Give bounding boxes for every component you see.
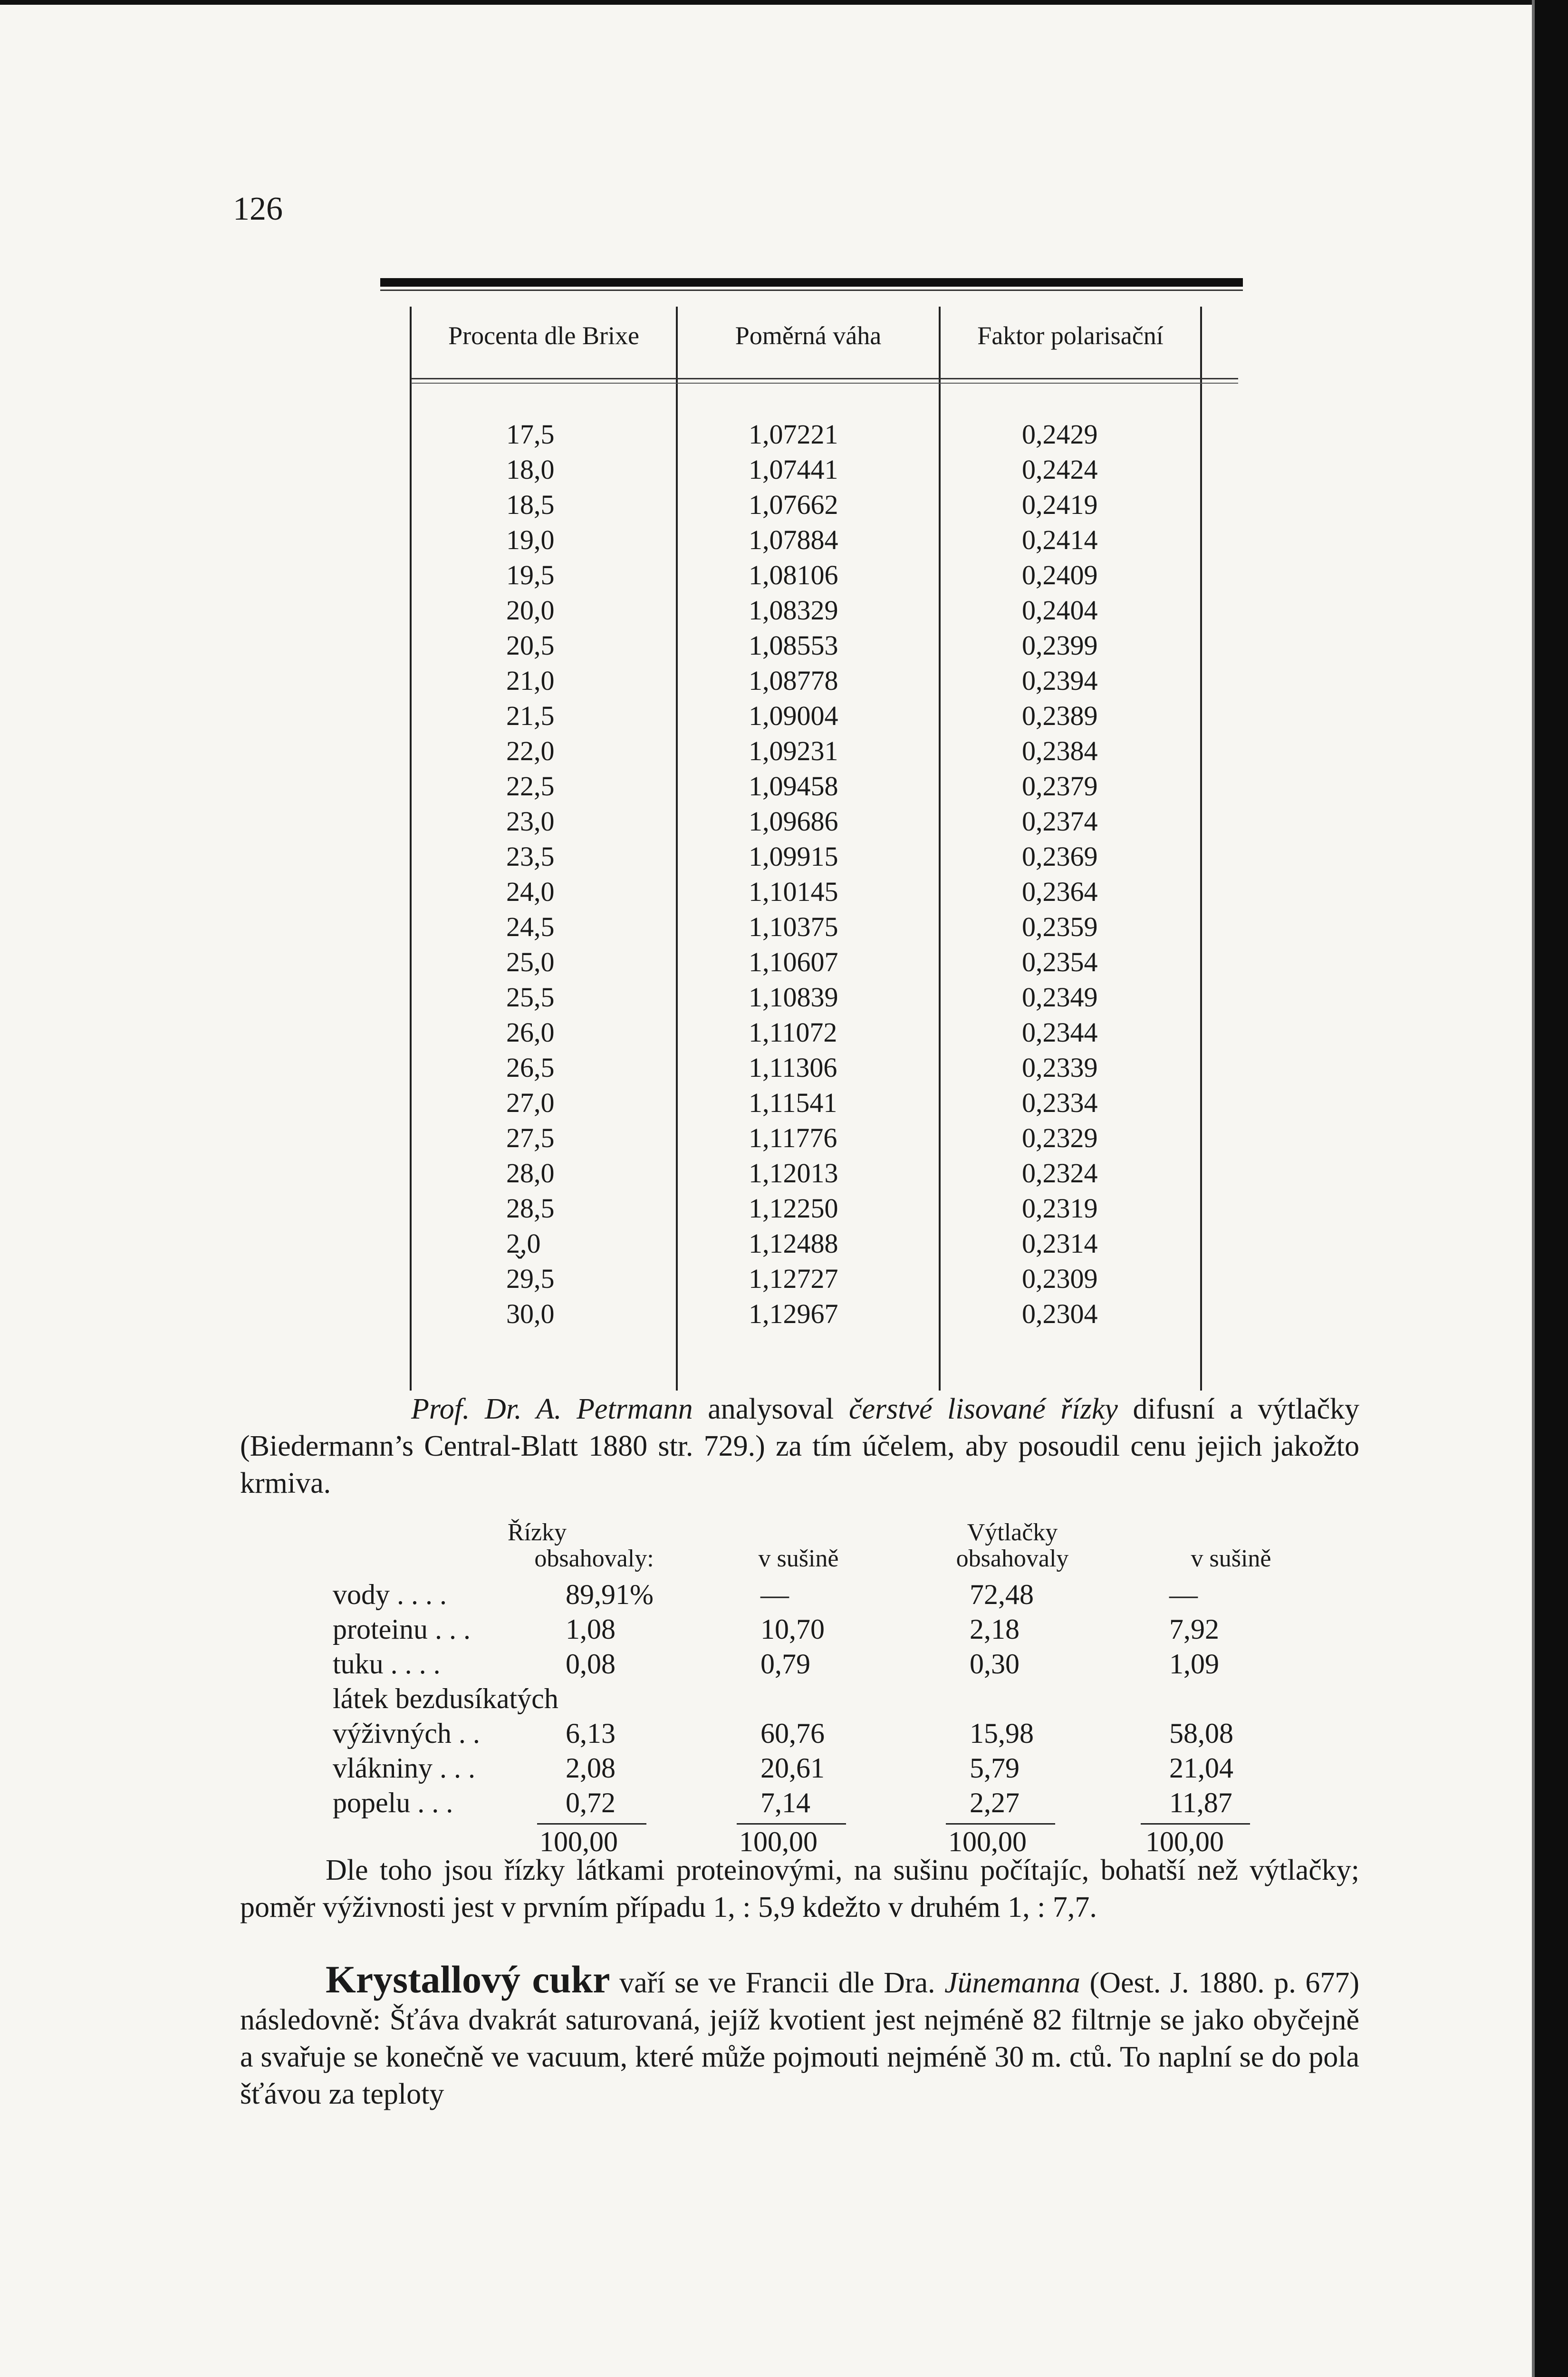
cell-procenta: 24,5	[506, 911, 555, 942]
composition-cell-label: látek bezdusíkatých	[333, 1683, 558, 1714]
cell-faktor: 0,2384	[1022, 735, 1098, 766]
cell-pomerna-vaha: 1,10375	[749, 911, 838, 942]
table-row	[380, 770, 1243, 805]
composition-cell-label: výživných . .	[333, 1718, 480, 1749]
cell-pomerna-vaha: 1,09231	[749, 735, 838, 766]
cell-pomerna-vaha: 1,12727	[749, 1263, 838, 1294]
table-row	[380, 559, 1243, 594]
composition-row	[333, 1682, 1355, 1719]
composition-cell-a: 89,91%	[566, 1579, 654, 1610]
header-pomerna-vaha: Poměrná váha	[735, 321, 882, 350]
composition-cell-d: 21,04	[1169, 1752, 1233, 1784]
cell-pomerna-vaha: 1,09686	[749, 806, 838, 837]
cell-procenta: 21,5	[506, 700, 555, 731]
cell-procenta: 20,5	[506, 630, 555, 661]
total-rizky-susine: 100,00	[739, 1826, 818, 1857]
cell-pomerna-vaha: 1,11306	[749, 1052, 837, 1083]
table-row	[380, 1052, 1243, 1087]
comp-header-susine-1: v sušině	[758, 1545, 839, 1572]
table-row	[380, 735, 1243, 770]
cell-procenta: 24,0	[506, 876, 555, 907]
composition-cell-a: 1,08	[566, 1614, 616, 1645]
composition-cell-c: 0,30	[970, 1648, 1020, 1680]
table-row	[380, 1298, 1243, 1333]
composition-cell-a: 6,13	[566, 1718, 616, 1749]
table-row	[380, 805, 1243, 841]
table-top-thin-rule	[380, 290, 1243, 291]
cell-faktor: 0,2364	[1022, 876, 1098, 907]
composition-cell-d: 7,92	[1169, 1614, 1219, 1645]
composition-cell-b: 20,61	[760, 1752, 825, 1784]
total-vytlacky: 100,00	[948, 1826, 1027, 1857]
cell-faktor: 0,2304	[1022, 1298, 1098, 1329]
paragraph-conclusion	[240, 1852, 1359, 1926]
comp-header-rizky: Řízky	[507, 1519, 567, 1546]
table-top-rule	[380, 278, 1243, 287]
composition-cell-d: 1,09	[1169, 1648, 1219, 1680]
brix-table	[380, 278, 1243, 1395]
scan-border-right	[1535, 0, 1568, 2377]
table-row	[380, 489, 1243, 524]
composition-cell-d: 58,08	[1169, 1718, 1233, 1749]
composition-cell-a: 2,08	[566, 1752, 616, 1784]
cell-procenta: 27,0	[506, 1087, 555, 1118]
cited-name: Jünemanna	[944, 1967, 1080, 1999]
para1-text-2: difusní a výtlačky (Biedermann’s Central-Blatt 1880 str. 729.) za tím účelem, aby posoudil cenu jejich jakožto krmiva.	[240, 1393, 1359, 1499]
composition-cell-b: 7,14	[760, 1787, 810, 1818]
cell-procenta: 20,0	[506, 595, 555, 626]
table-row	[380, 594, 1243, 629]
table-row	[380, 1192, 1243, 1227]
cell-procenta: 21,0	[506, 665, 555, 696]
cell-faktor: 0,2314	[1022, 1228, 1098, 1259]
composition-row	[333, 1787, 1355, 1823]
composition-cell-c: 2,27	[970, 1787, 1020, 1818]
cell-procenta: 23,5	[506, 841, 555, 872]
table-body	[380, 418, 1243, 1333]
total-rizky: 100,00	[539, 1826, 618, 1857]
cell-faktor: 0,2409	[1022, 560, 1098, 590]
table-row	[380, 1157, 1243, 1192]
table-row	[380, 876, 1243, 911]
table-row	[380, 524, 1243, 559]
cell-faktor: 0,2404	[1022, 595, 1098, 626]
cell-pomerna-vaha: 1,07221	[749, 419, 838, 450]
composition-row	[333, 1613, 1355, 1649]
composition-cell-label: vody . . . .	[333, 1579, 447, 1610]
table-row	[380, 1227, 1243, 1263]
cell-procenta: 2̬,0	[506, 1228, 541, 1259]
cell-faktor: 0,2344	[1022, 1017, 1098, 1048]
cell-faktor: 0,2369	[1022, 841, 1098, 872]
cell-pomerna-vaha: 1,11776	[749, 1122, 837, 1153]
composition-cell-c: 5,79	[970, 1752, 1020, 1784]
composition-cell-label: tuku . . . .	[333, 1648, 441, 1680]
cell-faktor: 0,2354	[1022, 947, 1098, 977]
table-row	[380, 841, 1243, 876]
cell-procenta: 22,0	[506, 735, 555, 766]
cell-procenta: 19,0	[506, 524, 555, 555]
cell-pomerna-vaha: 1,09915	[749, 841, 838, 872]
composition-row	[333, 1717, 1355, 1753]
table-row	[380, 1016, 1243, 1052]
cell-faktor: 0,2359	[1022, 911, 1098, 942]
cell-faktor: 0,2399	[1022, 630, 1098, 661]
header-rule-2	[411, 383, 1238, 384]
cell-procenta: 27,5	[506, 1122, 555, 1153]
sum-line-3	[946, 1823, 1055, 1825]
paragraph-petrmann	[240, 1391, 1359, 1502]
sum-line-1	[537, 1823, 646, 1825]
cell-faktor: 0,2319	[1022, 1193, 1098, 1224]
cell-procenta: 28,0	[506, 1158, 555, 1188]
cell-pomerna-vaha: 1,12013	[749, 1158, 838, 1188]
cell-pomerna-vaha: 1,08106	[749, 560, 838, 590]
cell-faktor: 0,2329	[1022, 1122, 1098, 1153]
para1-text-1: analysoval	[693, 1393, 849, 1425]
cell-procenta: 25,5	[506, 982, 555, 1013]
cell-procenta: 18,5	[506, 489, 555, 520]
cell-pomerna-vaha: 1,12488	[749, 1228, 838, 1259]
table-row	[380, 1087, 1243, 1122]
table-row	[380, 946, 1243, 981]
paragraph-krystallovy-cukr	[240, 1958, 1359, 2113]
cell-pomerna-vaha: 1,08553	[749, 630, 838, 661]
composition-cell-b: —	[760, 1579, 789, 1610]
composition-row	[333, 1648, 1355, 1684]
header-rule	[411, 378, 1238, 379]
cell-procenta: 19,5	[506, 560, 555, 590]
cell-pomerna-vaha: 1,10839	[749, 982, 838, 1013]
cell-procenta: 28,5	[506, 1193, 555, 1224]
composition-cell-c: 15,98	[970, 1718, 1034, 1749]
para1-emphasis: čerstvé lisované řízky	[848, 1393, 1118, 1425]
cell-faktor: 0,2324	[1022, 1158, 1098, 1188]
cell-pomerna-vaha: 1,07441	[749, 454, 838, 485]
cell-faktor: 0,2349	[1022, 982, 1098, 1013]
comp-header-vytlacky: Výtlačky	[967, 1519, 1058, 1546]
cell-procenta: 25,0	[506, 947, 555, 977]
cell-procenta: 18,0	[506, 454, 555, 485]
cell-faktor: 0,2424	[1022, 454, 1098, 485]
composition-cell-label: proteinu . . .	[333, 1614, 471, 1645]
table-row	[380, 981, 1243, 1016]
composition-cell-b: 60,76	[760, 1718, 825, 1749]
author-name: Prof. Dr. A. Petrmann	[411, 1393, 693, 1425]
scan-border-top	[0, 0, 1568, 5]
table-row	[380, 454, 1243, 489]
table-row	[380, 418, 1243, 454]
cell-procenta: 17,5	[506, 419, 555, 450]
cell-pomerna-vaha: 1,07884	[749, 524, 838, 555]
header-procenta: Procenta dle Brixe	[448, 321, 639, 350]
composition-cell-d: —	[1169, 1579, 1198, 1610]
composition-cell-c: 72,48	[970, 1579, 1034, 1610]
table-row	[380, 665, 1243, 700]
para3-text-1: vaří se ve Francii dle Dra.	[610, 1967, 945, 1999]
table-row	[380, 1122, 1243, 1157]
composition-cell-a: 0,08	[566, 1648, 616, 1680]
composition-cell-c: 2,18	[970, 1614, 1020, 1645]
cell-procenta: 30,0	[506, 1298, 555, 1329]
cell-pomerna-vaha: 1,08329	[749, 595, 838, 626]
cell-pomerna-vaha: 1,10145	[749, 876, 838, 907]
composition-cell-b: 10,70	[760, 1614, 825, 1645]
table-row	[380, 911, 1243, 946]
composition-row	[333, 1752, 1355, 1788]
cell-procenta: 26,5	[506, 1052, 555, 1083]
composition-cell-a: 0,72	[566, 1787, 616, 1818]
cell-faktor: 0,2414	[1022, 524, 1098, 555]
header-faktor: Faktor polarisační	[977, 321, 1164, 350]
para2-text: Dle toho jsou řízky látkami proteinovými, na sušinu počítajíc, bohatší než výtlačky; poměr výživnosti jest v prvním případu 1, : 5,9 kdežto v druhém 1, : 7,7.	[240, 1854, 1359, 1923]
sum-line-4	[1141, 1823, 1250, 1825]
table-row	[380, 700, 1243, 735]
comp-header-susine-2: v sušině	[1191, 1545, 1271, 1572]
table-row	[380, 1263, 1243, 1298]
cell-procenta: 22,5	[506, 771, 555, 802]
cell-procenta: 26,0	[506, 1017, 555, 1048]
cell-faktor: 0,2374	[1022, 806, 1098, 837]
composition-cell-label: vlákniny . . .	[333, 1752, 475, 1784]
cell-pomerna-vaha: 1,11072	[749, 1017, 837, 1048]
composition-cell-d: 11,87	[1169, 1787, 1232, 1818]
cell-faktor: 0,2339	[1022, 1052, 1098, 1083]
cell-pomerna-vaha: 1,09458	[749, 771, 838, 802]
table-row	[380, 629, 1243, 665]
cell-faktor: 0,2379	[1022, 771, 1098, 802]
page-number: 126	[233, 191, 283, 227]
composition-cell-label: popelu . . .	[333, 1787, 453, 1818]
composition-row	[333, 1578, 1355, 1614]
cell-pomerna-vaha: 1,12967	[749, 1298, 838, 1329]
cell-procenta: 23,0	[506, 806, 555, 837]
comp-header-obsahovaly: obsahovaly:	[534, 1545, 654, 1572]
cell-faktor: 0,2334	[1022, 1087, 1098, 1118]
cell-pomerna-vaha: 1,07662	[749, 489, 838, 520]
sum-line-2	[737, 1823, 846, 1825]
cell-faktor: 0,2394	[1022, 665, 1098, 696]
para3-text-2: (Oest. J. 1880. p. 677) následovně: Šťáva dvakrát saturovaná, jejíž kvotient jest nejméně 82 filtrnje se jako obyčejně a svařuje se konečně ve vacuum, které může pojmouti nejméně 30 m. ctů. To naplní se do pola šťávou za teploty	[240, 1967, 1359, 2110]
cell-faktor: 0,2429	[1022, 419, 1098, 450]
cell-faktor: 0,2309	[1022, 1263, 1098, 1294]
total-vytlacky-susine: 100,00	[1145, 1826, 1224, 1857]
cell-faktor: 0,2389	[1022, 700, 1098, 731]
cell-pomerna-vaha: 1,11541	[749, 1087, 837, 1118]
cell-pomerna-vaha: 1,09004	[749, 700, 838, 731]
cell-pomerna-vaha: 1,10607	[749, 947, 838, 977]
cell-faktor: 0,2419	[1022, 489, 1098, 520]
comp-header-obsahovaly-2: obsahovaly	[956, 1545, 1069, 1572]
composition-cell-b: 0,79	[760, 1648, 810, 1680]
cell-pomerna-vaha: 1,08778	[749, 665, 838, 696]
cell-procenta: 29,5	[506, 1263, 555, 1294]
section-heading: Krystallový cukr	[326, 1958, 610, 2001]
cell-pomerna-vaha: 1,12250	[749, 1193, 838, 1224]
